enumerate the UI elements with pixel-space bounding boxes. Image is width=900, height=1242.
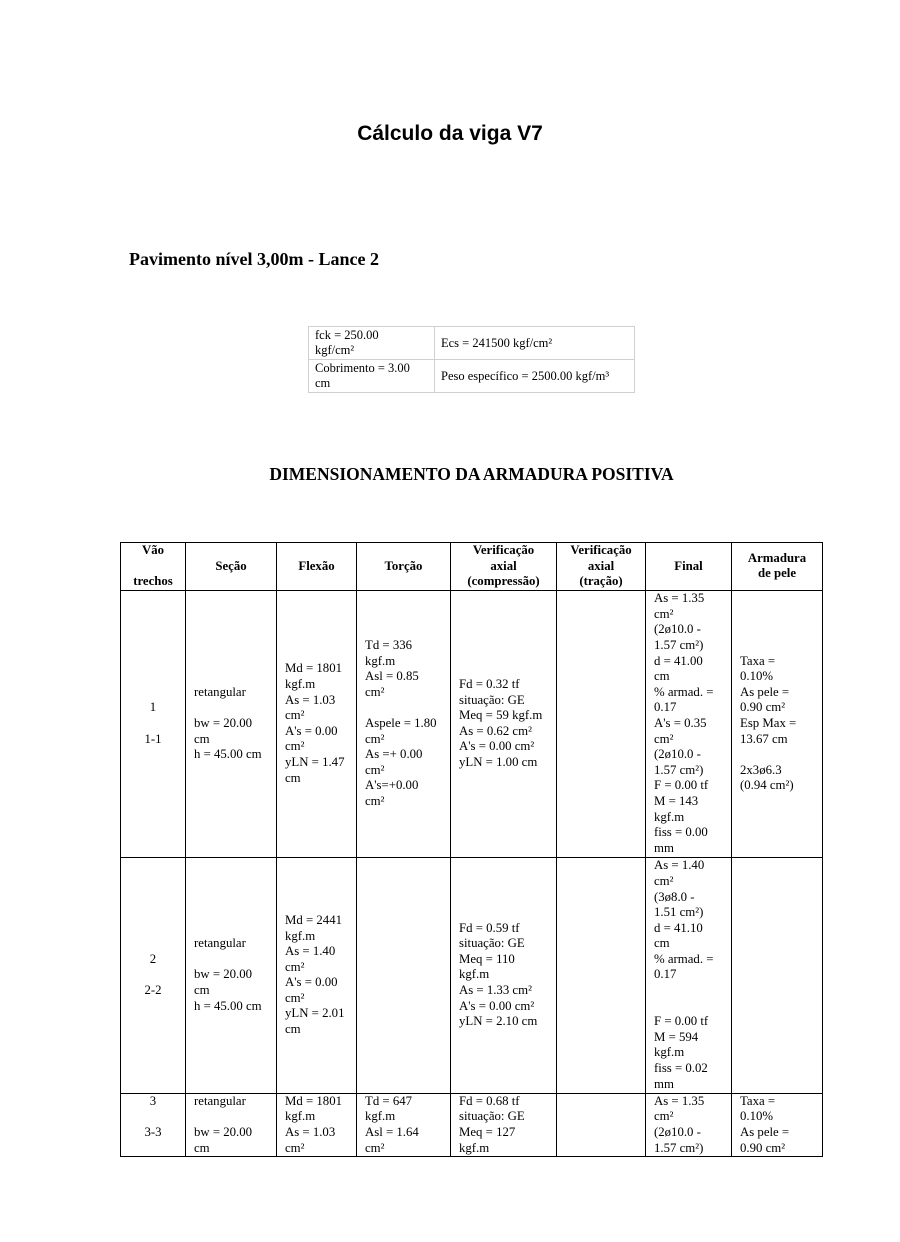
- cell-verificacao-tracao: [557, 1093, 646, 1156]
- table-row: [121, 1093, 823, 1156]
- cell-verificacao-tracao: [557, 590, 646, 857]
- header-flexao: Flexão: [277, 543, 357, 591]
- cell-armadura-pele: Taxa = 0.10% As pele = 0.90 cm² Esp Max = 13.67 cm 2x3ø6.3 (0.94 cm²): [732, 590, 823, 857]
- table-header-row: [121, 543, 823, 591]
- cell-torcao: Td = 336 kgf.m Asl = 0.85 cm² Aspele = 1.80 cm² As =+ 0.00 cm² A's=+0.00 cm²: [357, 590, 451, 857]
- parameters-row: [309, 327, 635, 360]
- header-verificacao-tracao: Verificação axial (tração): [557, 543, 646, 591]
- cell-torcao: Td = 647 kgf.m Asl = 1.64 cm²: [357, 1093, 451, 1156]
- cell-verificacao-compressao: Fd = 0.68 tf situação: GE Meq = 127 kgf.m: [451, 1093, 557, 1156]
- cell-vao: 2 2-2: [121, 857, 186, 1093]
- cell-secao: retangular bw = 20.00 cm: [186, 1093, 277, 1156]
- cell-final: As = 1.35 cm² (2ø10.0 - 1.57 cm²): [646, 1093, 732, 1156]
- cell-secao: retangular bw = 20.00 cm h = 45.00 cm: [186, 857, 277, 1093]
- cell-armadura-pele: [732, 857, 823, 1093]
- cell-verificacao-tracao: [557, 857, 646, 1093]
- header-vao: Vão trechos: [121, 543, 186, 591]
- cell-torcao: [357, 857, 451, 1093]
- param-fck: fck = 250.00 kgf/cm²: [309, 327, 435, 360]
- param-cobrimento: Cobrimento = 3.00 cm: [309, 360, 435, 393]
- section-heading: DIMENSIONAMENTO DA ARMADURA POSITIVA: [269, 464, 674, 484]
- cell-vao: 1 1-1: [121, 590, 186, 857]
- header-armadura-pele: Armadura de pele: [732, 543, 823, 591]
- cell-verificacao-compressao: Fd = 0.59 tf situação: GE Meq = 110 kgf.m As = 1.33 cm² A's = 0.00 cm² yLN = 2.10 cm: [451, 857, 557, 1093]
- floor-subtitle: Pavimento nível 3,00m - Lance 2: [129, 249, 379, 269]
- cell-flexao: Md = 1801 kgf.m As = 1.03 cm²: [277, 1093, 357, 1156]
- header-verificacao-compressao: Verificação axial (compressão): [451, 543, 557, 591]
- table-row: [121, 590, 823, 857]
- param-ecs: Ecs = 241500 kgf/cm²: [435, 327, 635, 360]
- parameters-table: [308, 326, 635, 393]
- cell-secao: retangular bw = 20.00 cm h = 45.00 cm: [186, 590, 277, 857]
- reinforcement-table: [120, 542, 823, 1157]
- cell-flexao: Md = 1801 kgf.m As = 1.03 cm² A's = 0.00 cm² yLN = 1.47 cm: [277, 590, 357, 857]
- header-torcao: Torção: [357, 543, 451, 591]
- header-secao: Seção: [186, 543, 277, 591]
- header-final: Final: [646, 543, 732, 591]
- cell-final: As = 1.40 cm² (3ø8.0 - 1.51 cm²) d = 41.10 cm % armad. = 0.17 F = 0.00 tf M = 594 kgf.m fiss = 0.02 mm: [646, 857, 732, 1093]
- page-title: Cálculo da viga V7: [357, 122, 543, 145]
- table-row: [121, 857, 823, 1093]
- parameters-row: [309, 360, 635, 393]
- cell-flexao: Md = 2441 kgf.m As = 1.40 cm² A's = 0.00 cm² yLN = 2.01 cm: [277, 857, 357, 1093]
- cell-armadura-pele: Taxa = 0.10% As pele = 0.90 cm²: [732, 1093, 823, 1156]
- param-peso-especifico: Peso específico = 2500.00 kgf/m³: [435, 360, 635, 393]
- cell-vao: 3 3-3: [121, 1093, 186, 1156]
- cell-final: As = 1.35 cm² (2ø10.0 - 1.57 cm²) d = 41.00 cm % armad. = 0.17 A's = 0.35 cm² (2ø10.0 - 1.57 cm²) F = 0.00 tf M = 143 kgf.m fiss = 0.00 mm: [646, 590, 732, 857]
- cell-verificacao-compressao: Fd = 0.32 tf situação: GE Meq = 59 kgf.m As = 0.62 cm² A's = 0.00 cm² yLN = 1.00 cm: [451, 590, 557, 857]
